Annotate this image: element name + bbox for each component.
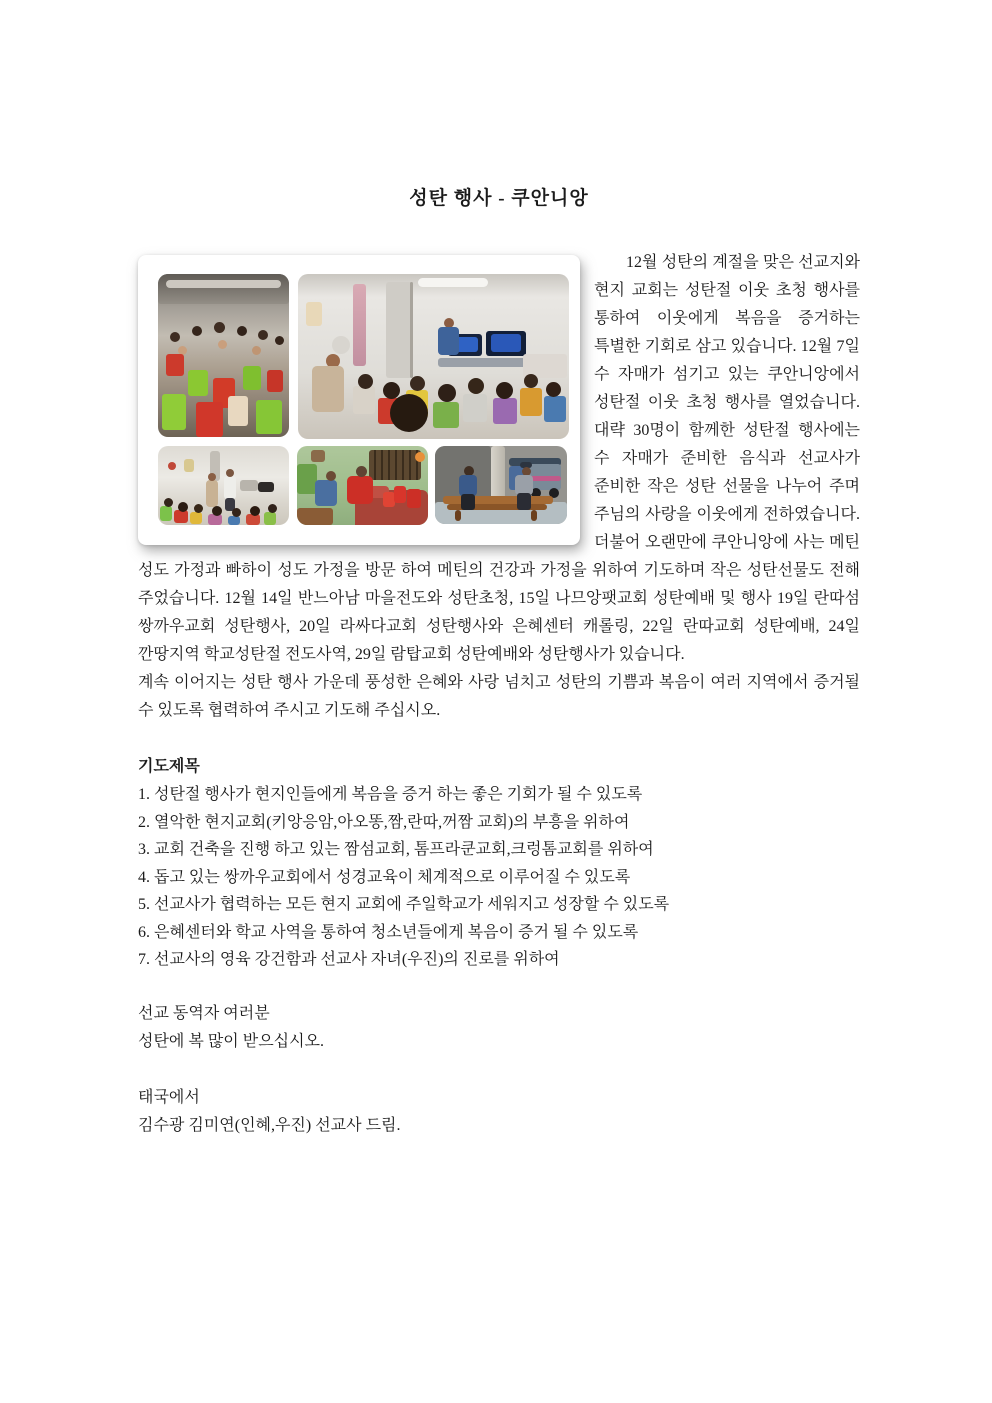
page-title: 성탄 행사 - 쿠안니앙	[409, 188, 589, 209]
closing-line-location: 태국에서	[138, 1088, 200, 1106]
prayer-list	[138, 781, 860, 974]
closing-line-greeting: 선교 동역자 여러분	[138, 1004, 270, 1022]
photo-collage	[138, 255, 580, 545]
closing-line-spacer	[138, 1056, 860, 1084]
prayer-item-4: 4. 돕고 있는 쌍까우교회에서 성경교육이 체계적으로 이루어질 수 있도록	[138, 868, 631, 886]
paragraph-main: 12월 성탄의 계절을 맞은 선교지와 현지 교회는 성탄절 이웃 초청 행사를 통하여 이웃에게 복음을 증거하는 특별한 기회로 삼고 있습니다. 12월 7일 수 자매가 섬기고 있는 쿠안니앙에서 성탄절 이웃 초청 행사를 열었습니다. 대략 30명이 함께한 성탄절 행사에는 수 자매가 준비한 음식과 선교사가 준비한 작은 성탄 선물을 나누어 주며 주님의 사랑을 이웃에게 전하였습니다. 더불어 오랜만에 쿠안니앙에 사는 메틴 성도 가정과 빠하이 성도 가정을 방문 하여 메틴의 건강과 가정을 위하여 기도하며 작은 성탄선물도 전해 주었습니다. 12월 14일 반느아남 마을전도와 성탄초청, 15일 나므앙팻교회 성탄예배 및 행사 19일 란따섬 쌍까우교회 성탄행사, 20일 라싸다교회 성탄행사와 은혜센터 캐롤링, 22일 란따교회 성탄예배, 24일 깐땅지역 학교성탄절 전도사역, 29일 람탑교회 성탄예배와 성탄행사가 있습니다.	[138, 254, 860, 663]
closing-line-signature: 김수광 김미연(인혜,우진) 선교사 드림.	[138, 1116, 401, 1134]
prayer-item-7: 7. 선교사의 영육 강건함과 선교사 자녀(우진)의 진로를 위하여	[138, 951, 560, 968]
photo-children-indoor-meeting	[158, 446, 289, 525]
photo-home-visit-couch	[297, 446, 428, 525]
prayer-item-6: 6. 은혜센터와 학교 사역을 통하여 청소년들에게 복음이 증거 될 수 있도록	[138, 923, 639, 941]
photo-two-people-on-bench	[435, 446, 567, 524]
prayer-item-2: 2. 열악한 현지교회(키앙응암,아오똥,짬,란따,꺼짬 교회)의 부흥을 위하여	[138, 813, 630, 831]
closing-block	[138, 1000, 860, 1140]
prayer-item-3: 3. 교회 건축을 진행 하고 있는 짬섬교회, 톰프라쿤교회,크렁톰교회를 위하여	[138, 841, 654, 858]
prayer-item-1: 1. 성탄절 행사가 현지인들에게 복음을 증거 하는 좋은 기회가 될 수 있도록	[138, 786, 643, 803]
paragraph-prayer-request: 계속 이어지는 성탄 행사 가운데 풍성한 은혜와 사랑 넘치고 성탄의 기쁨과 복음이 여러 지역에서 증거될 수 있도록 협력하여 주시고 기도해 주십시오.	[138, 674, 860, 719]
photo-group-with-gift-bags	[158, 274, 289, 437]
photo-presentation-room	[298, 274, 569, 439]
closing-line-blessing: 성탄에 복 많이 받으십시오.	[138, 1032, 325, 1050]
document-content	[138, 186, 860, 1140]
prayer-item-5: 5. 선교사가 협력하는 모든 현지 교회에 주일학교가 세워지고 성장할 수 있도록	[138, 896, 670, 913]
prayer-heading: 기도제목	[138, 758, 200, 775]
